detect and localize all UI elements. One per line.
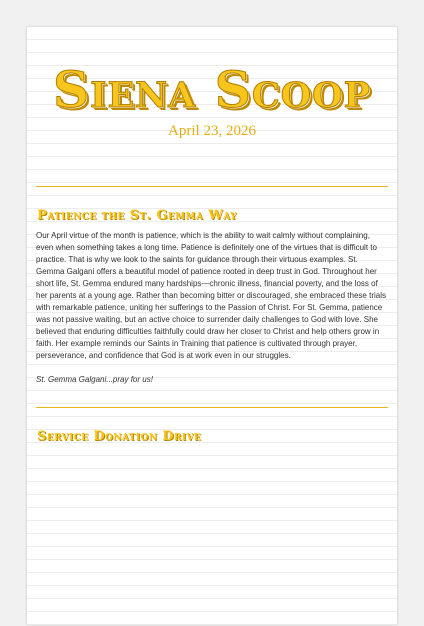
- section-heading-service-drive: Service Donation Drive: [37, 429, 202, 444]
- section-closing-prayer: St. Gemma Galgani...pray for us!: [36, 375, 153, 384]
- newsletter-title: Siena Scoop: [53, 60, 371, 119]
- newsletter-page: [26, 26, 398, 626]
- section-heading-patience: Patience the St. Gemma Way: [37, 208, 237, 223]
- section-body-patience: Our April virtue of the month is patience, which is the ability to wait calmly without complaining, even when something takes a long time. Patience is definitely one of the virtues that is difficult to practice. That is why we look to the saints for guidance through their virtuous examples. St. Gemma Galgani offers a beautiful model of patience rooted in deep trust in God. Throughout her short life, St. Gemma endured many hardships—chronic illness, financial poverty, and the loss of her parents at a young age. Rather than becoming bitter or discouraged, she embraced these trials with remarkable patience, uniting her sufferings to the Passion of Christ. For St. Gemma, patience was not passive waiting, but an active choice to surrender daily challenges to God with love. She believed that enduring difficulties faithfully could draw her closer to Christ and help others grow in faith. Her example reminds our Saints in Training that patience is cultivated through prayer, perseverance, and confidence that God is at work even in our struggles.: [36, 231, 386, 360]
- section-divider: [36, 186, 388, 187]
- issue-date: April 23, 2026: [168, 123, 256, 139]
- section-divider: [36, 407, 388, 408]
